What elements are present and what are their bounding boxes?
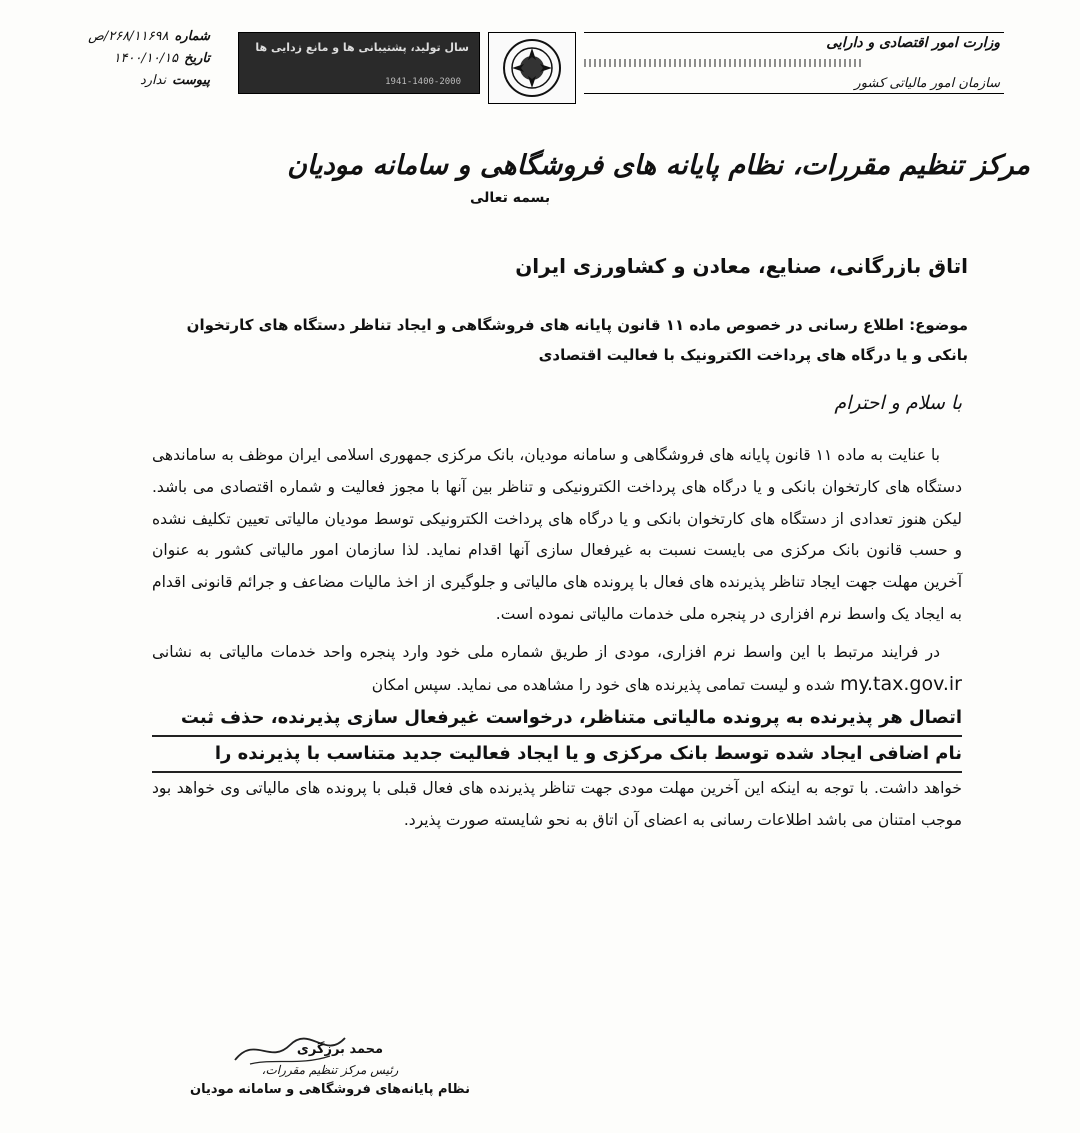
- letter-body: [152, 440, 962, 837]
- emblem-icon: [489, 33, 575, 103]
- paragraph-2: [152, 637, 962, 837]
- underlined-line-1: اتصال هر پذیرنده به پرونده مالیاتی متناظر، درخواست غیرفعال سازی پذیرنده، حذف ثبت: [152, 701, 962, 737]
- signer-position: رئیس مرکز تنظیم مقررات،: [261, 1063, 399, 1077]
- date-value: ۱۴۰۰/۱۰/۱۵: [113, 51, 179, 66]
- emblem-logo: [488, 32, 576, 104]
- number-label: شماره: [174, 29, 210, 44]
- reference-block: [40, 26, 210, 92]
- paragraph-1: با عنایت به ماده ۱۱ قانون پایانه های فروشگاهی و سامانه مودیان، بانک مرکزی جمهوری اسلامی ایران موظف به ساماندهی دستگاه های کارتخوان بانکی و یا درگاه های پرداخت الکترونیکی و تناظر بین آنها با مجوز فعالیت و شماره اقتصادی می باشد. لیکن هنوز تعدادی از دستگاه های کارتخوان بانکی و یا درگاه های پرداخت الکترونیکی توسط مودیان مالیاتی تعیین تکلیف نشده و حسب قانون بانک مرکزی می بایست نسبت به غیرفعال سازی آنها اقدام نماید. لذا سازمان امور مالیاتی کشور به عنوان آخرین مهلت جهت ایجاد تناظر پذیرنده های فعال با پرونده های مالیاتی و جلوگیری از اخذ مالیات مضاعف و جرائم قانونی اقدام به ایجاد یک واسط نرم افزاری در پنجره ملی خدمات مالیاتی نموده است.: [152, 446, 962, 623]
- paragraph-2-start: در فرایند مرتبط با این واسط نرم افزاری، مودی از طریق شماره ملی خود وارد پنجره واحد خدمات مالیاتی به نشانی: [152, 642, 940, 661]
- slogan-banner: [238, 32, 480, 94]
- number-row: [40, 26, 210, 48]
- signer-organization: نظام پایانه‌های فروشگاهی و سامانه مودیان: [190, 1082, 470, 1097]
- attachment-label: پیوست: [172, 73, 210, 88]
- date-row: [40, 48, 210, 70]
- tax-portal-url: my.tax.gov.ir: [839, 672, 962, 695]
- bismillah: بسمه تعالی: [470, 190, 551, 206]
- banner-stripe: [584, 59, 864, 67]
- number-value: ۲۶۸/۱۱۶۹۸/ص: [88, 29, 169, 44]
- salutation: با سلام و احترام: [834, 392, 962, 414]
- date-label: تاریخ: [184, 51, 210, 66]
- attachment-row: [40, 70, 210, 92]
- paragraph-2-end: خواهد داشت. با توجه به اینکه این آخرین مهلت مودی جهت تناظر پذیرنده های فعال قبلی با پرونده های مالیاتی وی خواهد بود موجب امتنان می باشد اطلاعات رسانی به اعضای آن اتاق به نحو شایسته صورت پذیرد.: [152, 779, 962, 830]
- subject-line: موضوع: اطلاع رسانی در خصوص ماده ۱۱ قانون پایانه های فروشگاهی و ایجاد تناظر دستگاه های کارتخوان بانکی و یا درگاه های پرداخت الکترونیک با فعالیت اقتصادی: [186, 316, 968, 364]
- slogan-text: سال تولید، پشتیبانی ها و مانع زدایی ها: [255, 41, 469, 54]
- ministry-name: وزارت امور اقتصادی و دارایی: [826, 35, 1000, 51]
- addressee: اتاق بازرگانی، صنایع، معادن و کشاورزی ایران: [515, 254, 968, 278]
- attachment-value: ندارد: [139, 73, 167, 88]
- signature-block: [180, 1040, 480, 1100]
- signer-name: محمد برزگری: [296, 1042, 384, 1057]
- paragraph-2-cont: شده و لیست تمامی پذیرنده های خود را مشاهده می نماید. سپس امکان: [371, 675, 836, 694]
- tax-org-name: سازمان امور مالیاتی کشور: [854, 76, 1000, 91]
- slogan-years: 1941-1400-2000: [385, 77, 461, 87]
- underlined-line-2: نام اضافی ایجاد شده توسط بانک مرکزی و یا ایجاد فعالیت جدید متناسب با پذیرنده را: [152, 737, 962, 773]
- organization-heading: مرکز تنظیم مقررات، نظام پایانه های فروشگاهی و سامانه مودیان: [287, 150, 1030, 181]
- ministry-banner: [584, 32, 1004, 94]
